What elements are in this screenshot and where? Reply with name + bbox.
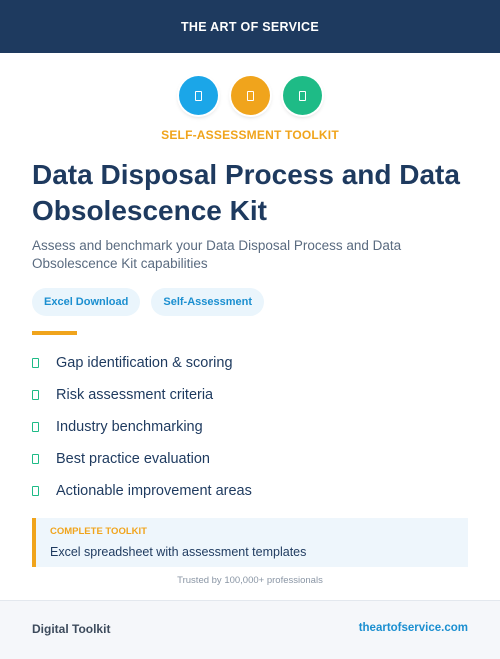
header-banner: [0, 0, 500, 53]
document-icon: [231, 76, 270, 115]
feature-item: [32, 379, 452, 411]
check-icon: [32, 390, 39, 400]
trusted-note: Trusted by 100,000+ professionals: [177, 575, 323, 586]
feature-label: Gap identification & scoring: [56, 355, 233, 371]
document-icon: [283, 76, 322, 115]
eyebrow-label: SELF-ASSESSMENT TOOLKIT: [161, 128, 339, 142]
feature-label: Best practice evaluation: [56, 451, 210, 467]
check-icon: [32, 486, 39, 496]
feature-label: Industry benchmarking: [56, 419, 203, 435]
feature-item: [32, 411, 452, 443]
footer: [0, 600, 500, 659]
feature-item: [32, 475, 452, 507]
tag-excel-download: Excel Download: [32, 288, 140, 316]
document-icon: [179, 76, 218, 115]
tag-list: [32, 288, 264, 316]
page-title: Data Disposal Process and Data Obsolescence Kit: [32, 159, 460, 226]
check-icon: [32, 454, 39, 464]
toolkit-description: Excel spreadsheet with assessment templates: [50, 545, 307, 559]
check-icon: [32, 358, 39, 368]
accent-divider: [32, 331, 77, 335]
feature-label: Actionable improvement areas: [56, 483, 252, 499]
feature-item: [32, 443, 452, 475]
toolkit-callout: [32, 518, 468, 567]
check-icon: [32, 422, 39, 432]
icon-row: [0, 76, 500, 116]
feature-list: [32, 347, 452, 507]
brand-name: THE ART OF SERVICE: [180, 19, 320, 34]
feature-item: [32, 347, 452, 379]
page-subtitle: Assess and benchmark your Data Disposal Process and Data Obsolescence Kit capabilities: [32, 238, 402, 271]
feature-label: Risk assessment criteria: [56, 387, 214, 403]
footer-label: Digital Toolkit: [32, 622, 111, 636]
footer-website-link[interactable]: theartofservice.com: [358, 622, 468, 634]
tag-self-assessment: Self-Assessment: [151, 288, 264, 316]
toolkit-kicker: COMPLETE TOOLKIT: [50, 526, 147, 537]
